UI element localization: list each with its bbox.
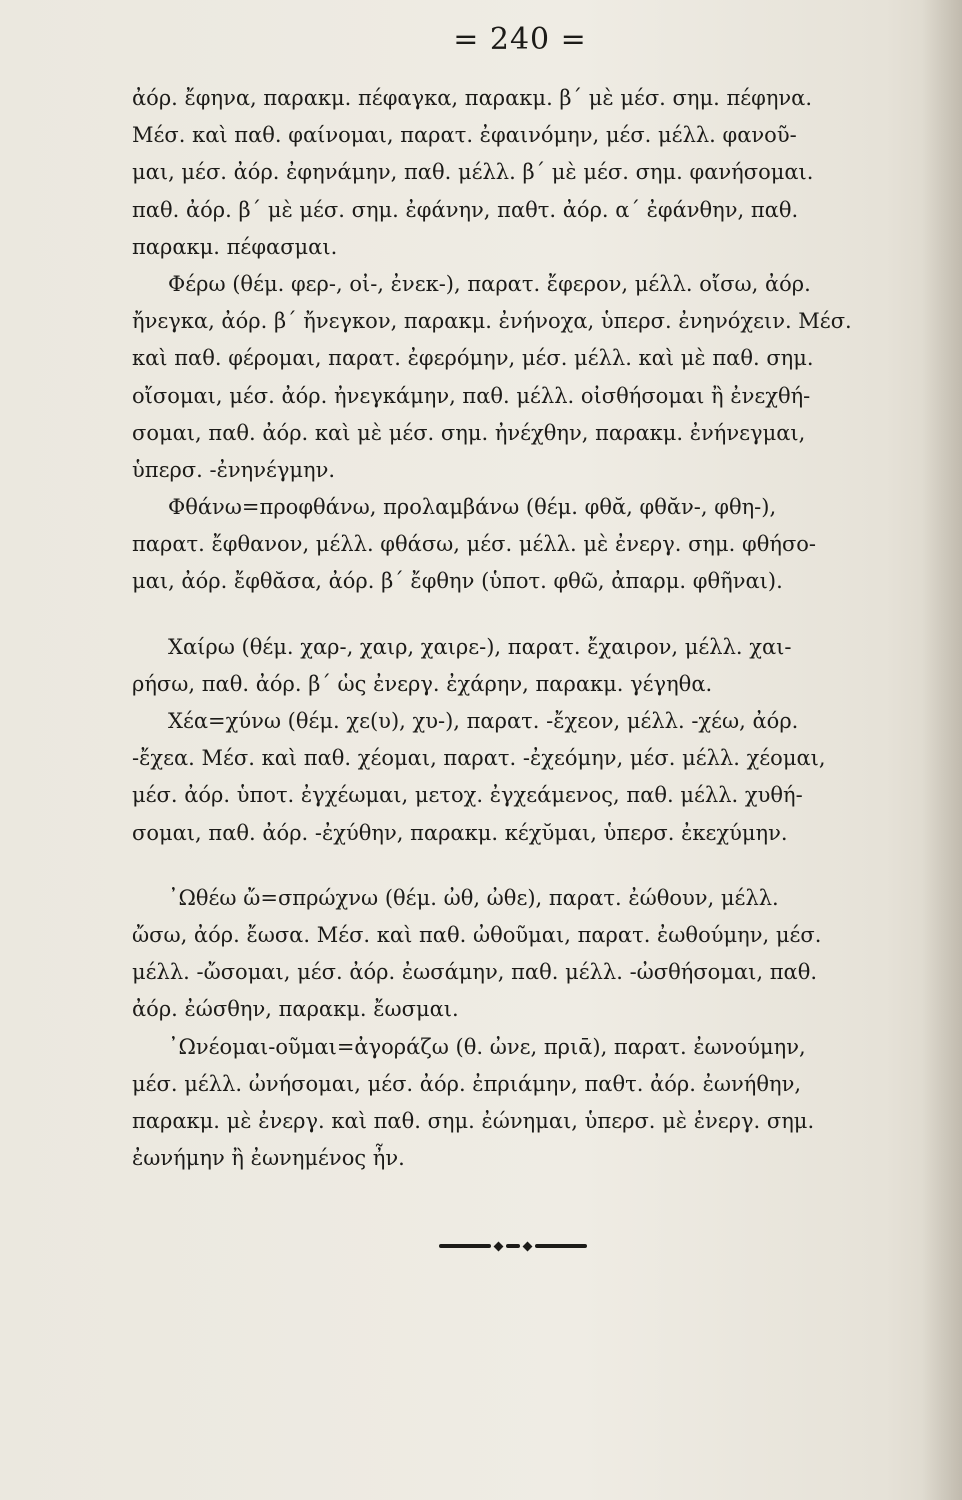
text-line: μαι, ἀόρ. ἔφθᾰσα, ἀόρ. β΄ ἔφθην (ὑποτ. φθῶ, ἀπαρμ. φθῆναι).	[132, 569, 783, 594]
ornament-dot	[494, 1241, 504, 1251]
text-line: μέσ. ἀόρ. ὑποτ. ἐγχέωμαι, μετοχ. ἐγχεάμενος, παθ. μέλλ. χυθή-	[132, 783, 803, 808]
page-number: = 240 =	[453, 22, 587, 57]
text-line: ἐωνήμην ἢ ἐωνημένος ἦν.	[132, 1146, 405, 1171]
text-line: Φθάνω=προφθάνω, προλαμβάνω (θέμ. φθᾰ, φθᾰν-, φθη-),	[168, 495, 777, 520]
ornament-rule	[506, 1244, 520, 1248]
text-line: σομαι, παθ. ἀόρ. -ἐχύθην, παρακμ. κέχῠμαι, ὑπερσ. ἐκεχύμην.	[132, 820, 788, 845]
text-line: σομαι, παθ. ἀόρ. καὶ μὲ μέσ. σημ. ἠνέχθην, παρακμ. ἐνήνεγμαι,	[132, 420, 806, 445]
text-line: οἴσομαι, μέσ. ἀόρ. ἠνεγκάμην, παθ. μέλλ. οἰσθήσομαι ἢ ἐνεχθή-	[132, 383, 811, 408]
text-line: ρήσω, παθ. ἀόρ. β΄ ὡς ἐνεργ. ἐχάρην, παρακμ. γέγηθα.	[132, 671, 713, 696]
text-line: Φέρω (θέμ. φερ-, οἰ-, ἐνεκ-), παρατ. ἔφερον, μέλλ. οἴσω, ἀόρ.	[168, 271, 811, 296]
ornament-rule	[439, 1244, 491, 1248]
text-line: Χαίρω (θέμ. χαρ-, χαιρ, χαιρε-), παρατ. ἔχαιρον, μέλλ. χαι-	[168, 634, 792, 659]
text-line: μαι, μέσ. ἀόρ. ἐφηνάμην, παθ. μέλλ. β΄ μὲ μέσ. σημ. φανήσομαι.	[132, 160, 814, 185]
text-line: ὤσω, ἀόρ. ἔωσα. Μέσ. καὶ παθ. ὠθοῦμαι, παρατ. ἐωθούμην, μέσ.	[132, 922, 822, 947]
text-line: παρατ. ἔφθανον, μέλλ. φθάσω, μέσ. μέλλ. μὲ ἐνεργ. σημ. φθήσο-	[132, 532, 817, 557]
text-line: -ἔχεα. Μέσ. καὶ παθ. χέομαι, παρατ. -ἐχεόμην, μέσ. μέλλ. χέομαι,	[132, 746, 826, 771]
text-line: παρακμ. πέφασμαι.	[132, 234, 338, 259]
text-line: Χέα=χύνω (θέμ. χε(υ), χυ-), παρατ. -ἔχεον, μέλλ. -χέω, ἀόρ.	[168, 709, 799, 733]
text-line: παθ. ἀόρ. β΄ μὲ μέσ. σημ. ἐφάνην, παθτ. ἀόρ. α΄ ἐφάνθην, παθ.	[132, 197, 799, 222]
text-line: ᾿Ωνέομαι-οῦμαι=ἀγοράζω (θ. ὠνε, πριᾱ), παρατ. ἐωνούμην,	[168, 1034, 806, 1059]
paragraph-gap	[132, 601, 937, 629]
text-line: παρακμ. μὲ ἐνεργ. καὶ παθ. σημ. ἐώνημαι, ὑπερσ. μὲ ἐνεργ. σημ.	[132, 1108, 815, 1133]
text-line: ἀόρ. ἐώσθην, παρακμ. ἔωσμαι.	[132, 997, 459, 1022]
text-line: ἀόρ. ἔφηνα, παρακμ. πέφαγκα, παρακμ. β΄ μὲ μέσ. σημ. πέφηνα.	[132, 86, 813, 110]
page-text	[132, 80, 937, 1177]
text-line: ὑπερσ. -ἐνηνέγμην.	[132, 457, 336, 482]
text-line: ἤνεγκα, ἀόρ. β΄ ἤνεγκον, παρακμ. ἐνήνοχα, ὑπερσ. ἐνηνόχειν. Μέσ.	[132, 309, 852, 334]
text-line: μέλλ. -ὤσομαι, μέσ. ἀόρ. ἐωσάμην, παθ. μέλλ. -ὠσθήσομαι, παθ.	[132, 960, 818, 985]
text-line: Μέσ. καὶ παθ. φαίνομαι, παρατ. ἐφαινόμην, μέσ. μέλλ. φανοῦ-	[132, 123, 797, 148]
ornament-rule	[535, 1244, 587, 1248]
text-line: μέσ. μέλλ. ὠνήσομαι, μέσ. ἀόρ. ἐπριάμην, παθτ. ἀόρ. ἐωνήθην,	[132, 1071, 802, 1096]
text-line: ᾿Ωθέω ὤ=σπρώχνω (θέμ. ὠθ, ὠθε), παρατ. ἐώθουν, μέλλ.	[168, 885, 779, 910]
end-ornament	[430, 1238, 596, 1254]
paragraph-gap	[132, 852, 937, 880]
ornament-dot	[523, 1241, 533, 1251]
text-line: καὶ παθ. φέρομαι, παρατ. ἐφερόμην, μέσ. μέλλ. καὶ μὲ παθ. σημ.	[132, 346, 814, 371]
